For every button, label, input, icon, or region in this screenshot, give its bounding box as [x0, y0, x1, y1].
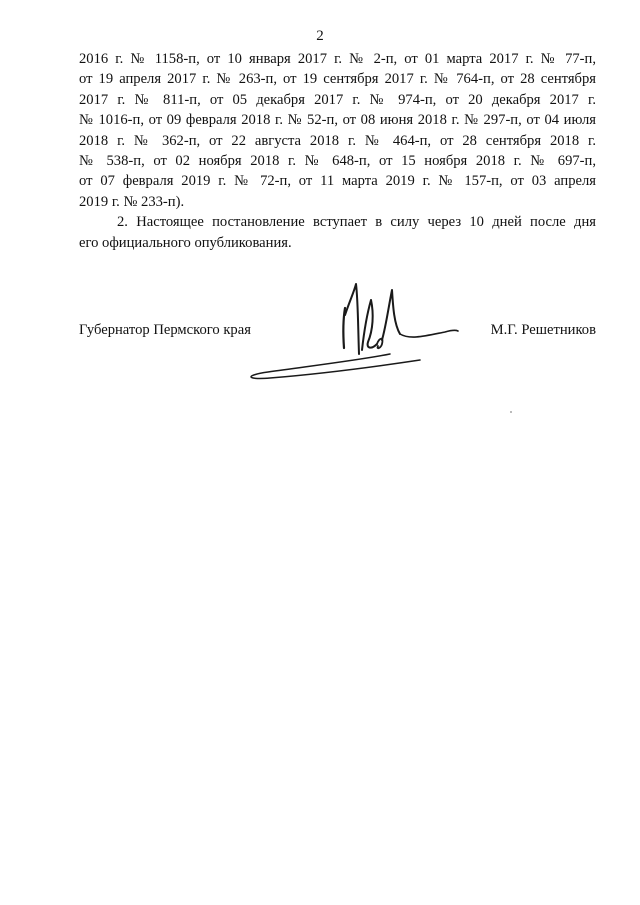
- handwritten-signature: [240, 270, 460, 385]
- text-line: № 1016-п, от 09 февраля 2018 г. № 52-п, от 08 июня 2018 г. № 297-п, от 04 июля: [79, 112, 596, 129]
- page-number: 2: [316, 28, 324, 44]
- scan-speck: [510, 411, 512, 413]
- paragraph-effective-date: [79, 212, 596, 253]
- text-line: 2019 г. № 233-п).: [79, 193, 185, 210]
- text-line: 2018 г. № 362-п, от 22 августа 2018 г. № 464-п, от 28 сентября 2018 г.: [79, 132, 596, 149]
- text-line: от 07 февраля 2019 г. № 72-п, от 11 марта 2019 г. № 157-п, от 03 апреля: [79, 173, 596, 190]
- signer-title: Губернатор Пермского края: [79, 322, 251, 338]
- text-line: его официального опубликования.: [79, 234, 292, 251]
- document-body: [79, 49, 596, 253]
- text-line: от 19 апреля 2017 г. № 263-п, от 19 сентября 2017 г. № 764-п, от 28 сентября: [79, 71, 596, 88]
- text-line: № 538-п, от 02 ноября 2018 г. № 648-п, от 15 ноября 2018 г. № 697-п,: [79, 153, 596, 170]
- paragraph-amendments: [79, 49, 596, 212]
- signer-name: М.Г. Решетников: [490, 322, 596, 338]
- text-line: 2017 г. № 811-п, от 05 декабря 2017 г. № 974-п, от 20 декабря 2017 г.: [79, 91, 596, 108]
- text-line: 2016 г. № 1158-п, от 10 января 2017 г. № 2-п, от 01 марта 2017 г. № 77-п,: [79, 51, 596, 67]
- text-line: 2. Настоящее постановление вступает в силу через 10 дней после дня: [117, 214, 596, 231]
